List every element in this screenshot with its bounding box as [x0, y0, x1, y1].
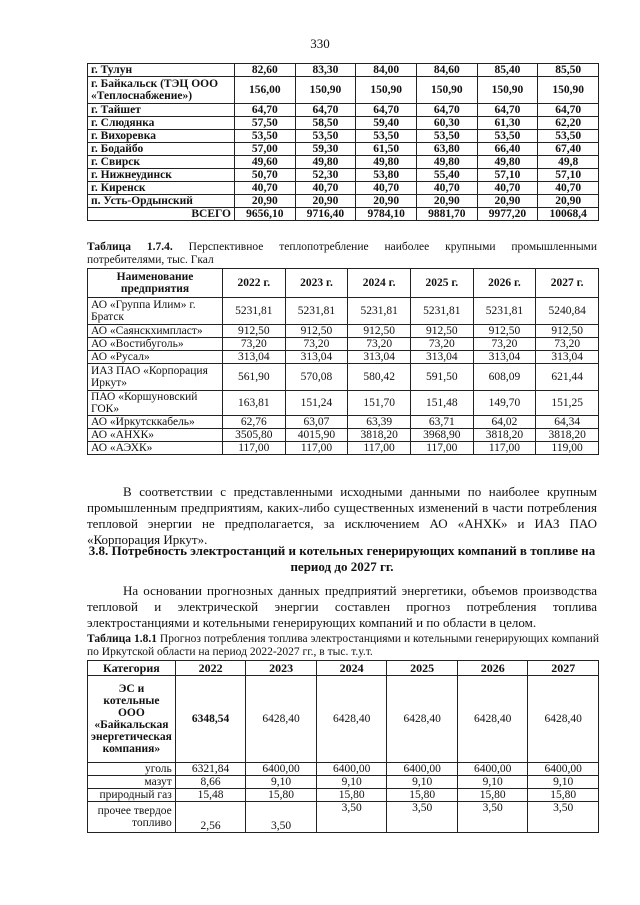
table-cell: 73,20	[285, 338, 348, 351]
table-cell: 62,76	[223, 416, 286, 429]
table-cell: 52,30	[295, 169, 356, 182]
table-cell: 50,70	[235, 169, 296, 182]
table-cell: 10068,4	[538, 208, 599, 221]
table-cell: 40,70	[538, 182, 599, 195]
table-cell: 9,10	[316, 776, 387, 789]
table-cell: 15,80	[316, 789, 387, 802]
column-header: 2025	[387, 661, 458, 676]
table-cell: 59,40	[356, 117, 417, 130]
table-row	[88, 802, 599, 833]
column-header: Наименование предприятия	[88, 269, 223, 298]
table-row	[88, 442, 599, 455]
table-cell: 591,50	[410, 364, 473, 391]
table-cell: 5231,81	[285, 298, 348, 325]
row-label: ИАЗ ПАО «Корпорация Иркут»	[88, 364, 223, 391]
table-cell: 85,50	[538, 64, 599, 77]
table-row	[88, 130, 599, 143]
table-row	[88, 776, 599, 789]
table-cell: 6400,00	[316, 763, 387, 776]
table-cell: 621,44	[536, 364, 599, 391]
table-cell: 53,50	[416, 130, 477, 143]
table-cell: 53,50	[356, 130, 417, 143]
table-cell: 3,50	[246, 802, 317, 833]
table-row	[88, 325, 599, 338]
table-cell: 608,09	[473, 364, 536, 391]
table-cell: 64,70	[477, 104, 538, 117]
table-cell: 40,70	[295, 182, 356, 195]
table-cell: 6428,40	[316, 676, 387, 763]
table-cell: 150,90	[416, 77, 477, 104]
table-cell: 119,00	[536, 442, 599, 455]
table-row	[88, 364, 599, 391]
table-cell: 20,90	[538, 195, 599, 208]
table-cell: 5240,84	[536, 298, 599, 325]
column-header: Категория	[88, 661, 176, 676]
table-cell: 9,10	[528, 776, 599, 789]
row-label: АО «Группа Илим» г. Братск	[88, 298, 223, 325]
table-cell: 49,80	[295, 156, 356, 169]
table-cell: 20,90	[356, 195, 417, 208]
table-cell: 53,50	[477, 130, 538, 143]
table-cell: 49,80	[356, 156, 417, 169]
table-cell: 6428,40	[457, 676, 528, 763]
row-label: г. Тулун	[88, 64, 235, 77]
table-cell: 73,20	[223, 338, 286, 351]
table-cell: 53,50	[235, 130, 296, 143]
table-cell: 40,70	[235, 182, 296, 195]
table-cell: 64,70	[356, 104, 417, 117]
table-cell: 40,70	[356, 182, 417, 195]
table-cell: 64,70	[538, 104, 599, 117]
table-cell: 6400,00	[457, 763, 528, 776]
column-header: 2023 г.	[285, 269, 348, 298]
table-cell: 151,70	[348, 391, 411, 416]
table-cell: 73,20	[536, 338, 599, 351]
table-cell: 84,60	[416, 64, 477, 77]
table-cell: 3818,20	[536, 429, 599, 442]
table-cell: 84,00	[356, 64, 417, 77]
row-label: ВСЕГО	[88, 208, 235, 221]
table-cell: 64,70	[295, 104, 356, 117]
column-header: 2024	[316, 661, 387, 676]
table-cell: 57,00	[235, 143, 296, 156]
row-label: уголь	[88, 763, 176, 776]
table-cell: 61,30	[477, 117, 538, 130]
column-header: 2025 г.	[410, 269, 473, 298]
table-cell: 58,50	[295, 117, 356, 130]
table-cell: 64,70	[235, 104, 296, 117]
table-cell: 150,90	[477, 77, 538, 104]
table2-caption-label: Таблица 1.7.4.	[87, 241, 173, 253]
table-cell: 15,48	[175, 789, 246, 802]
table-fuel-consumption	[87, 660, 599, 833]
table-cell: 912,50	[410, 325, 473, 338]
table-cell: 63,39	[348, 416, 411, 429]
table-cell: 9784,10	[356, 208, 417, 221]
row-label: АО «АНХК»	[88, 429, 223, 442]
table-cell: 64,70	[416, 104, 477, 117]
table-cell: 9881,70	[416, 208, 477, 221]
table-cell: 57,50	[235, 117, 296, 130]
table-cell: 49,80	[477, 156, 538, 169]
table-cell: 4015,90	[285, 429, 348, 442]
table-row	[88, 169, 599, 182]
table-cell: 9716,40	[295, 208, 356, 221]
table-cell: 313,04	[223, 351, 286, 364]
table-cell: 63,80	[416, 143, 477, 156]
table-cell: 912,50	[223, 325, 286, 338]
table-cell: 64,02	[473, 416, 536, 429]
table-cell: 61,50	[356, 143, 417, 156]
table-cell: 117,00	[285, 442, 348, 455]
table-cell: 149,70	[473, 391, 536, 416]
column-header: 2027	[528, 661, 599, 676]
table-cell: 8,66	[175, 776, 246, 789]
table-cell: 313,04	[410, 351, 473, 364]
table-cell: 3,50	[528, 802, 599, 833]
table-cell: 150,90	[295, 77, 356, 104]
page-number: 330	[310, 36, 330, 51]
table-cell: 150,90	[538, 77, 599, 104]
table-cell: 15,80	[246, 789, 317, 802]
table-cell: 53,50	[538, 130, 599, 143]
table-cell: 85,40	[477, 64, 538, 77]
table-cell: 9,10	[387, 776, 458, 789]
table-row	[88, 789, 599, 802]
table-cell: 151,25	[536, 391, 599, 416]
table-cell: 15,80	[457, 789, 528, 802]
table-cell: 5231,81	[410, 298, 473, 325]
column-header: 2026	[457, 661, 528, 676]
section-heading: 3.8. Потребность электростанций и котельных генерирующих компаний в топливе на период до 2027 гг.	[88, 543, 596, 574]
table-cell: 313,04	[473, 351, 536, 364]
table-row	[88, 351, 599, 364]
table-cell: 313,04	[536, 351, 599, 364]
table3-caption-label: Таблица 1.8.1	[87, 633, 157, 645]
table-cell: 53,80	[356, 169, 417, 182]
table-cell: 3,50	[387, 802, 458, 833]
table-cell: 62,20	[538, 117, 599, 130]
row-label: ЭС и котельные ООО «Байкальская энергетическая компания»	[88, 676, 176, 763]
row-label: природный газ	[88, 789, 176, 802]
table3-caption-text: Прогноз потребления топлива электростанциями и котельными генерирующих компаний по Иркутской области на период 2022-2027 гг., в тыс. т.у.т.	[87, 633, 599, 658]
table-cell: 83,30	[295, 64, 356, 77]
table-cell: 5231,81	[473, 298, 536, 325]
table-cell: 40,70	[477, 182, 538, 195]
table-cell: 20,90	[416, 195, 477, 208]
table-cell: 3968,90	[410, 429, 473, 442]
table-cell: 6400,00	[387, 763, 458, 776]
table-cell: 73,20	[410, 338, 473, 351]
table-cell: 117,00	[223, 442, 286, 455]
paragraph-fuel-forecast: На основании прогнозных данных предприятий энергетики, объемов производства тепловой и электрической энергии составлен прогноз потребления топлива электростанциями и котельными генерирующих компаний и по области в целом.	[87, 583, 597, 630]
table-cell: 59,30	[295, 143, 356, 156]
table-row	[88, 763, 599, 776]
table-cell: 49,80	[416, 156, 477, 169]
table-cell: 313,04	[348, 351, 411, 364]
row-label: п. Усть-Ордынский	[88, 195, 235, 208]
column-header: 2027 г.	[536, 269, 599, 298]
row-label: г. Бодайбо	[88, 143, 235, 156]
table-cell: 6428,40	[387, 676, 458, 763]
table-cell: 49,8	[538, 156, 599, 169]
table-cell: 82,60	[235, 64, 296, 77]
table-cell: 64,34	[536, 416, 599, 429]
table-cell: 57,10	[538, 169, 599, 182]
table-cell: 73,20	[348, 338, 411, 351]
row-label: г. Киренск	[88, 182, 235, 195]
table-cell: 9,10	[457, 776, 528, 789]
table-cell: 3,50	[316, 802, 387, 833]
table-cell: 55,40	[416, 169, 477, 182]
table-cell: 63,07	[285, 416, 348, 429]
table-cell: 151,48	[410, 391, 473, 416]
table-cell: 580,42	[348, 364, 411, 391]
table-cell: 117,00	[410, 442, 473, 455]
table-cell: 117,00	[473, 442, 536, 455]
table-cell: 313,04	[285, 351, 348, 364]
row-label: г. Свирск	[88, 156, 235, 169]
table-cell: 3818,20	[348, 429, 411, 442]
row-label: г. Байкальск (ТЭЦ ООО «Теплоснабжение»)	[88, 77, 235, 104]
row-label: г. Слюдянка	[88, 117, 235, 130]
column-header: 2026 г.	[473, 269, 536, 298]
table-cell: 5231,81	[348, 298, 411, 325]
row-label: г. Нижнеудинск	[88, 169, 235, 182]
column-header: 2023	[246, 661, 317, 676]
table-cell: 63,71	[410, 416, 473, 429]
table-cell: 15,80	[528, 789, 599, 802]
table-cell: 570,08	[285, 364, 348, 391]
table-row	[88, 143, 599, 156]
table-cell: 15,80	[387, 789, 458, 802]
table-industrial-consumers	[87, 268, 599, 455]
table3-caption	[87, 633, 599, 658]
table-cell: 6400,00	[528, 763, 599, 776]
table-cell: 151,24	[285, 391, 348, 416]
table-cell: 67,40	[538, 143, 599, 156]
table-cell: 20,90	[235, 195, 296, 208]
row-label: ПАО «Коршуновский ГОК»	[88, 391, 223, 416]
table-row	[88, 77, 599, 104]
row-label: г. Тайшет	[88, 104, 235, 117]
table-row	[88, 104, 599, 117]
column-header: 2024 г.	[348, 269, 411, 298]
table-row	[88, 338, 599, 351]
table-row	[88, 208, 599, 221]
table-row	[88, 391, 599, 416]
table-cell: 5231,81	[223, 298, 286, 325]
table-cell: 40,70	[416, 182, 477, 195]
table-cell: 156,00	[235, 77, 296, 104]
table-cell: 2,56	[175, 802, 246, 833]
table-row	[88, 182, 599, 195]
table-row	[88, 156, 599, 169]
table-cell: 6348,54	[175, 676, 246, 763]
table-cell: 57,10	[477, 169, 538, 182]
row-label: АО «Русал»	[88, 351, 223, 364]
table-cell: 49,60	[235, 156, 296, 169]
table2-caption	[87, 241, 597, 266]
row-label: мазут	[88, 776, 176, 789]
table-row	[88, 416, 599, 429]
table-cell: 912,50	[536, 325, 599, 338]
table-cell: 6321,84	[175, 763, 246, 776]
table-row	[88, 298, 599, 325]
table-cell: 9,10	[246, 776, 317, 789]
table-cell: 912,50	[473, 325, 536, 338]
table-cell: 912,50	[348, 325, 411, 338]
table-cell: 3505,80	[223, 429, 286, 442]
table-cell: 60,30	[416, 117, 477, 130]
table-cell: 9656,10	[235, 208, 296, 221]
table-row	[88, 676, 599, 763]
table-cell: 150,90	[356, 77, 417, 104]
table2-caption-text: Перспективное теплопотребление наиболее крупными промышленными потребителями, тыс. Гкал	[87, 241, 597, 266]
column-header: 2022	[175, 661, 246, 676]
table-cell: 117,00	[348, 442, 411, 455]
table-cell: 3818,20	[473, 429, 536, 442]
table-city-heat	[87, 63, 599, 221]
table-cell: 561,90	[223, 364, 286, 391]
table-cell: 20,90	[477, 195, 538, 208]
table-cell: 20,90	[295, 195, 356, 208]
table-cell: 6428,40	[528, 676, 599, 763]
table-cell: 3,50	[457, 802, 528, 833]
row-label: АО «Востибуголь»	[88, 338, 223, 351]
table-row	[88, 429, 599, 442]
table-cell: 66,40	[477, 143, 538, 156]
table-cell: 73,20	[473, 338, 536, 351]
table-cell: 163,81	[223, 391, 286, 416]
row-label: АО «Иркутсккабель»	[88, 416, 223, 429]
row-label: АО «АЭХК»	[88, 442, 223, 455]
table-cell: 6428,40	[246, 676, 317, 763]
row-label: прочее твердое топливо	[88, 802, 176, 833]
paragraph-industrial-note: В соответствии с представленными исходными данными по наиболее крупным промышленным предприятиям, каких-либо существенных изменений в части потребления тепловой энергии не предполагается, за исключением АО «АНХК» и ИАЗ ПАО «Корпорация Иркут».	[87, 484, 597, 547]
column-header: 2022 г.	[223, 269, 286, 298]
table-cell: 912,50	[285, 325, 348, 338]
table-row	[88, 117, 599, 130]
row-label: г. Вихоревка	[88, 130, 235, 143]
table-row	[88, 195, 599, 208]
table-cell: 6400,00	[246, 763, 317, 776]
table-row	[88, 64, 599, 77]
row-label: АО «Саянскхимпласт»	[88, 325, 223, 338]
table-cell: 53,50	[295, 130, 356, 143]
table-cell: 9977,20	[477, 208, 538, 221]
